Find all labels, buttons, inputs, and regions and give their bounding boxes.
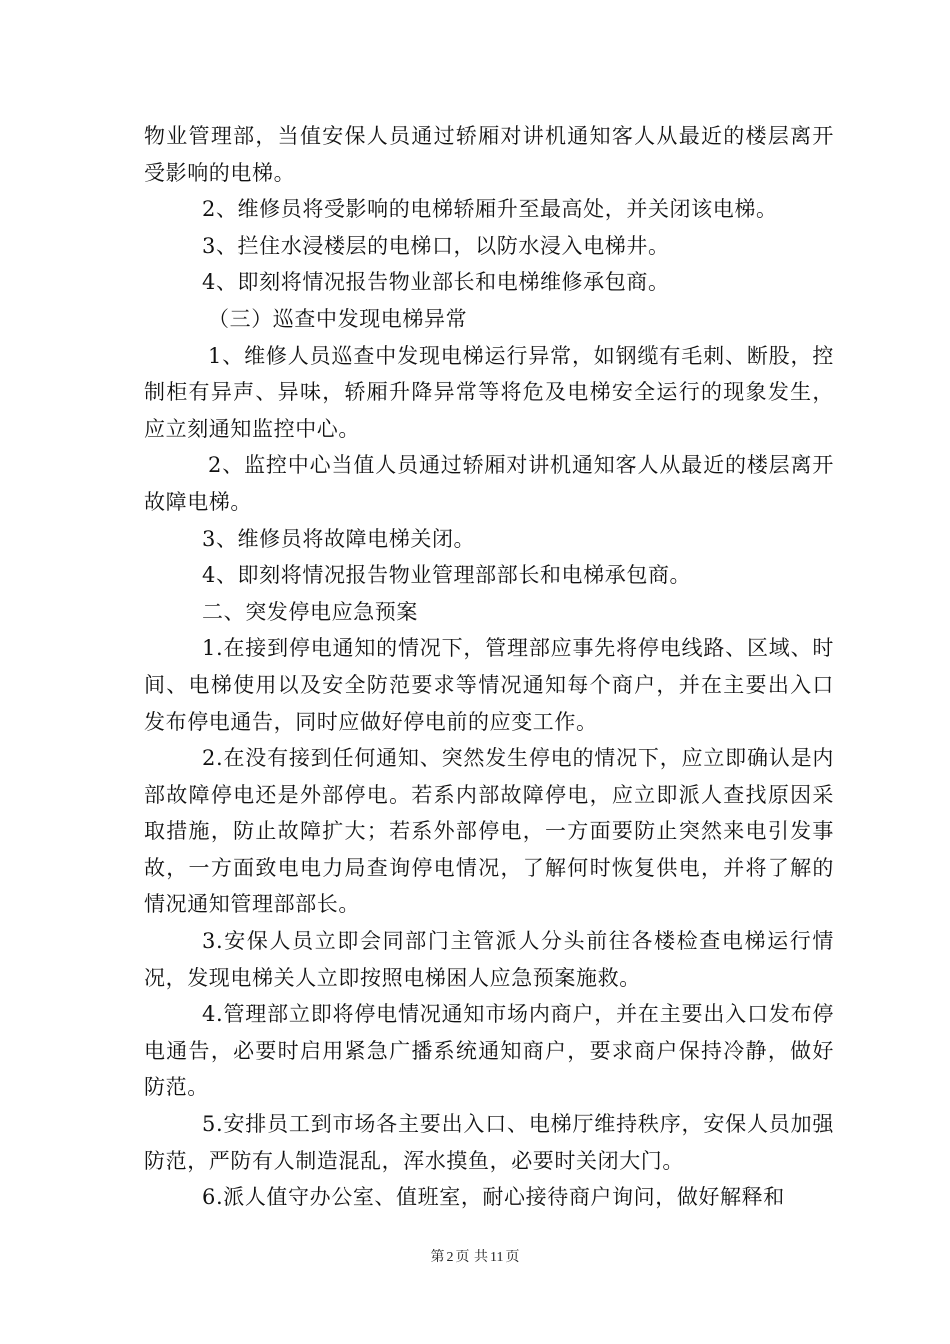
footer-suffix: 页: [505, 1249, 520, 1265]
document-body: [144, 118, 834, 1216]
footer-total-pages: 11: [489, 1250, 504, 1265]
paragraph-outage-2: 2.在没有接到任何通知、突然发生停电的情况下，应立即确认是内部故障停电还是外部停电。若系内部故障停电，应立即派人查找原因采取措施，防止故障扩大；若系外部停电，一方面要防止突然来电引发事故，一方面致电电力局查询停电情况，了解何时恢复供电，并将了解的情况通知管理部部长。: [144, 746, 834, 917]
footer-prefix: 第: [430, 1249, 445, 1265]
footer-middle: 页 共: [455, 1249, 488, 1265]
paragraph-inspection-3: 3、维修员将故障电梯关闭。: [202, 526, 476, 551]
paragraph-outage-5: 5.安排员工到市场各主要出入口、电梯厅维持秩序，安保人员加强防范，严防有人制造混乱，浑水摸鱼，必要时关闭大门。: [144, 1112, 834, 1173]
paragraph-inspection-4: 4、即刻将情况报告物业管理部部长和电梯承包商。: [202, 563, 692, 588]
paragraph-step-3: 3、拦住水浸楼层的电梯口，以防水浸入电梯井。: [202, 233, 670, 258]
section-heading-power-outage: 二、突发停电应急预案: [202, 599, 418, 624]
paragraph-outage-6: 6.派人值守办公室、值班室，耐心接待商户询问，做好解释和: [202, 1185, 785, 1210]
paragraph-outage-4: 4.管理部立即将停电情况通知市场内商户，并在主要出入口发布停电通告，必要时启用紧急广播系统通知商户，要求商户保持冷静，做好防范。: [144, 1002, 834, 1100]
page-number-footer: [0, 1246, 950, 1266]
footer-page-number: 2: [446, 1250, 454, 1265]
paragraph-step-2: 2、维修员将受影响的电梯轿厢升至最高处，并关闭该电梯。: [202, 197, 778, 222]
paragraph-continuation: 物业管理部，当值安保人员通过轿厢对讲机通知客人从最近的楼层离开受影响的电梯。: [144, 124, 834, 185]
paragraph-inspection-1: 1、维修人员巡查中发现电梯运行异常，如钢缆有毛刺、断股，控制柜有异声、异味，轿厢升降异常等将危及电梯安全运行的现象发生，应立刻通知监控中心。: [144, 343, 834, 441]
section-heading-elevator-abnormal: （三）巡查中发现电梯异常: [208, 306, 468, 331]
paragraph-inspection-2: 2、监控中心当值人员通过轿厢对讲机通知客人从最近的楼层离开故障电梯。: [144, 453, 834, 514]
paragraph-outage-3: 3.安保人员立即会同部门主管派人分头前往各楼检查电梯运行情况，发现电梯关人立即按照电梯困人应急预案施救。: [144, 929, 834, 990]
paragraph-outage-1: 1.在接到停电通知的情况下，管理部应事先将停电线路、区域、时间、电梯使用以及安全防范要求等情况通知每个商户，并在主要出入口发布停电通告，同时应做好停电前的应变工作。: [144, 636, 834, 734]
paragraph-step-4: 4、即刻将情况报告物业部长和电梯维修承包商。: [202, 270, 670, 295]
